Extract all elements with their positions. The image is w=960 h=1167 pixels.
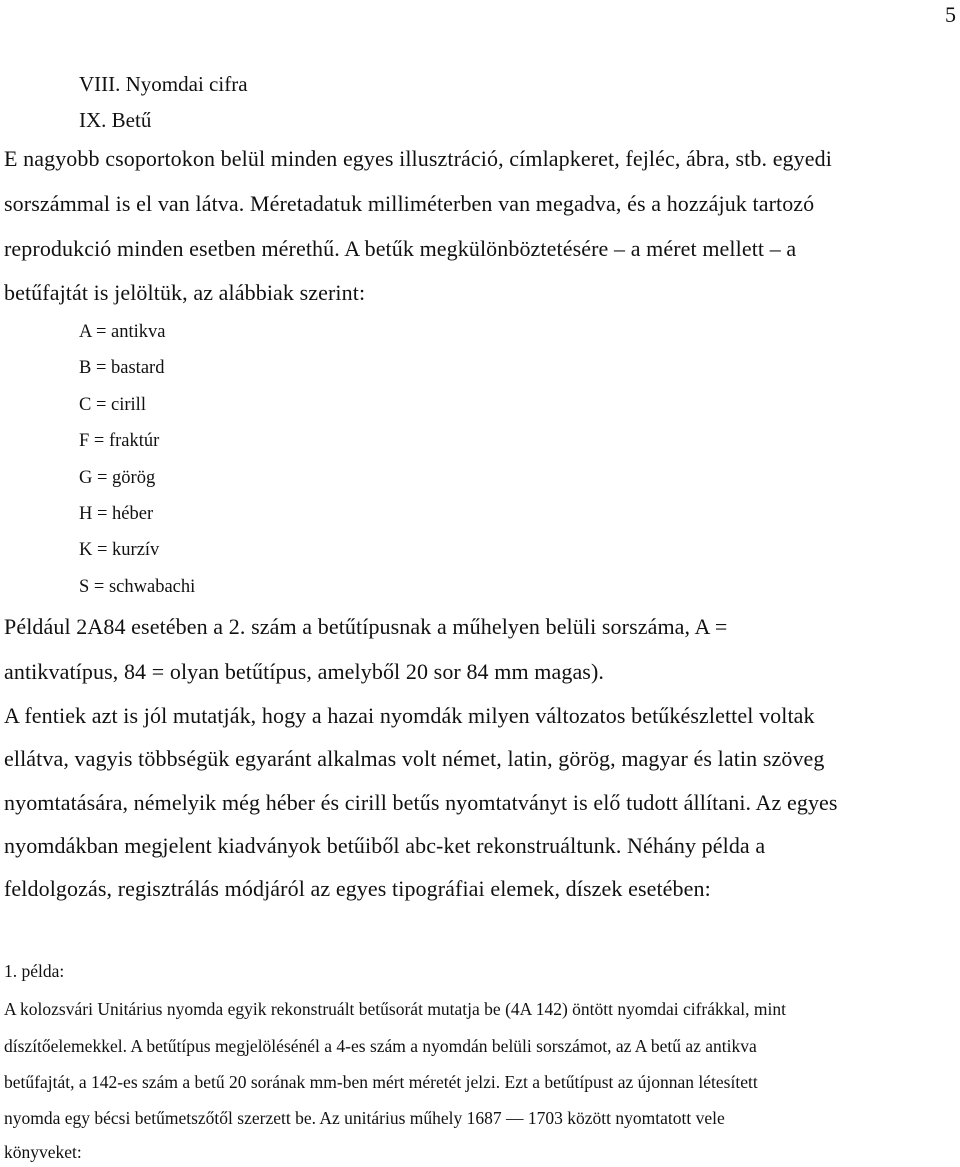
summary-line-5: feldolgozás, regisztrálás módjáról az egyes tipográfiai elemek, díszek esetében: (4, 876, 711, 901)
page-number: 5 (945, 2, 956, 27)
font-code-s: S = schwabachi (79, 577, 196, 597)
example-1-line-5: könyveket: (4, 1142, 82, 1162)
font-code-k: K = kurzív (79, 540, 160, 560)
intro-line-3: reprodukció minden esetben mérethű. A betűk megkülönböztetésére – a méret mellett – a (4, 236, 797, 261)
section-item-viii: VIII. Nyomdai cifra (79, 72, 248, 96)
example-line-1: Például 2A84 esetében a 2. szám a betűtípusnak a műhelyen belüli sorszáma, A = (4, 614, 728, 639)
font-code-f: F = fraktúr (79, 431, 160, 451)
example-1-line-1: A kolozsvári Unitárius nyomda egyik rekonstruált betűsorát mutatja be (4A 142) öntött nyomdai cifrákkal, mint (4, 999, 786, 1019)
summary-line-3: nyomtatására, némelyik még héber és cirill betűs nyomtatványt is elő tudott állítani. Az egyes (4, 790, 838, 815)
intro-line-2: sorszámmal is el van látva. Méretadatuk milliméterben van megadva, és a hozzájuk tartozó (4, 191, 815, 216)
intro-line-4: betűfajtát is jelöltük, az alábbiak szerint: (4, 280, 366, 305)
example-1-heading: 1. példa: (4, 961, 65, 981)
font-code-a: A = antikva (79, 322, 166, 342)
font-code-h: H = héber (79, 504, 154, 524)
intro-line-1 (4, 146, 956, 172)
font-code-g: G = görög (79, 468, 156, 488)
example-line-2: antikvatípus, 84 = olyan betűtípus, amelyből 20 sor 84 mm magas). (4, 659, 604, 684)
intro-line-1-text: E nagyobb csoportokon belül minden egyes illusztráció, címlapkeret, fejléc, ábra, stb. egyedi (4, 146, 832, 171)
example-1-line-4: nyomda egy bécsi betűmetszőtől szerzett be. Az unitárius műhely 1687 — 1703 között nyomtatott vele (4, 1108, 725, 1128)
example-1-line-2: díszítőelemekkel. A betűtípus megjelölésénél a 4-es szám a nyomdán belüli sorszámot, az A betű az antikva (4, 1036, 757, 1056)
example-1-line-3: betűfajtát, a 142-es szám a betű 20 sorának mm-ben mért méretét jelzi. Ezt a betűtípust az újonnan létesített (4, 1072, 758, 1092)
summary-line-4: nyomdákban megjelent kiadványok betűiből abc-ket rekonstruáltunk. Néhány példa a (4, 833, 766, 858)
section-item-ix: IX. Betű (79, 108, 152, 132)
summary-line-2: ellátva, vagyis többségük egyaránt alkalmas volt német, latin, görög, magyar és latin szöveg (4, 746, 825, 771)
font-code-c: C = cirill (79, 395, 146, 415)
font-code-b: B = bastard (79, 358, 165, 378)
summary-line-1: A fentiek azt is jól mutatják, hogy a hazai nyomdák milyen változatos betűkészlettel voltak (4, 703, 815, 728)
